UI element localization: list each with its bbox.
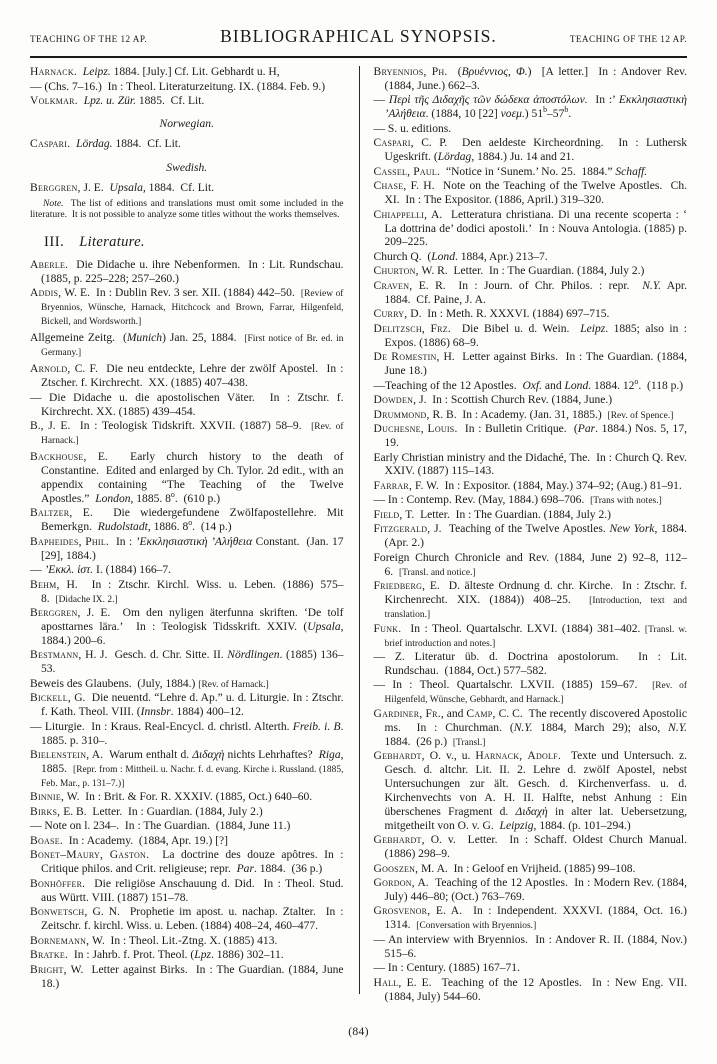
- section-number: III.: [44, 233, 65, 250]
- bibliography-entry: Harnack. Leipz. 1884. [July.] Cf. Lit. Gebhardt u. H,: [30, 66, 280, 78]
- language-subheading: Swedish.: [166, 160, 208, 174]
- bibliography-entry: Grosvenor, E. A. In : Independent. XXXVI. (1884, Oct. 16.) 1314. [Conversation with Bryennios.]: [373, 905, 687, 932]
- bibliography-entry: Berggren, J. E. Om den nyligen äterfunna skriften. ‘De tolf aposttarnes lära.’ In : Teologisk Tidsskrift. XXIV. (Upsala, 1884.) 200–6.: [30, 607, 344, 647]
- bibliography-entry: Duchesne, Louis. In : Bulletin Critique. (Par. 1884.) Nos. 5, 17, 19.: [373, 423, 687, 450]
- bibliography-entry: Caspari, C. P. Den aeldeste Kircheordning. In : Luthersk Ugeskrift. (Lördag, 1884.) Ju. 14 and 21.: [373, 137, 687, 164]
- bibliography-entry: — (Chs. 7–16.) In : Theol. Literaturzeitung. IX. (1884. Feb. 9.): [30, 80, 326, 93]
- bibliography-entry: — In : Contemp. Rev. (May, 1884.) 698–706. [Trans with notes.]: [373, 494, 662, 507]
- bibliography-entry: — Die Didache u. die apostolischen Väter. In : Ztschr. f. Kirchrecht. XX. (1885) 439–454.: [30, 391, 344, 418]
- bibliography-entry: Chiappelli, A. Letteratura christiana. Di una recente scoperta : ‘ La dottrina de’ dodici apostoli.’ In : Nouva Antologia. (1885) p. 209–225.: [373, 208, 687, 249]
- bibliography-entry: Gordon, A. Teaching of the 12 Apostles. In : Modern Rev. (1884, July) 446–80; (Oct.) 763–769.: [373, 877, 687, 903]
- bibliography-entry: Church Q. (Lond. 1884, Apr.) 213–7.: [373, 250, 548, 263]
- header-rule: [30, 56, 687, 58]
- running-head: [30, 26, 687, 50]
- editorial-note: Note. The list of editions and translations must omit some included in the literature. It is not possible to analyze some titles without the works themselves.: [30, 198, 344, 221]
- bibliography-entry: Bratke. In : Jahrb. f. Prot. Theol. (Lpz. 1886) 302–11.: [30, 949, 284, 962]
- bibliography-entry: Field, T. Letter. In : The Guardian. (1884, July 2.): [373, 508, 611, 521]
- bibliography-entry: — Z. Literatur üb. d. Doctrina apostolorum. In : Lit. Rundschau. (1884, Oct.) 577–582.: [373, 651, 687, 677]
- bibliography-entry: Addis, W. E. In : Dublin Rev. 3 ser. XII. (1884) 442–50. [Review of Bryennios, Wünsche, Harnack, Hitchcock and Brown, Farrar, Hilgenfeld, Bickell, and Wordsworth.]: [30, 287, 344, 328]
- bibliography-entry: Gardiner, Fr., and Camp, C. C. The recently discovered Apostolic ms. In : Churchman. (N.Y. 1884, March 29); also, N.Y. 1884. (26 p.) [Transl.]: [373, 707, 687, 748]
- section-heading: [30, 234, 344, 252]
- bibliography-entry: Craven, E. R. In : Journ. of Chr. Philos. : repr. N.Y. Apr. 1884. Cf. Paine, J. A.: [373, 279, 687, 306]
- bibliography-entry: —Teaching of the 12 Apostles. Oxf. and Lond. 1884. 12$^o$. (118 p.): [373, 376, 684, 392]
- bibliography-entry: Bright, W. Letter against Birks. In : The Guardian. (1884, June 18.): [30, 963, 344, 990]
- bibliography-entry: Farrar, F. W. In : Expositor. (1884, May.) 374–92; (Aug.) 81–91.: [373, 479, 682, 492]
- bibliography-entry: Binnie, W. In : Brit. & For. R. XXXIV. (1885, Oct.) 640–60.: [30, 791, 313, 804]
- bibliography-entry: Churton, W. R. Letter. In : The Guardian. (1884, July 2.): [373, 265, 645, 278]
- bibliography-entry: — ’Εκκλ. ἰστ. I. (1884) 166–7.: [30, 564, 172, 577]
- bibliography-entry: Arnold, C. F. Die neu entdeckte, Lehre der zwölf Apostel. In : Ztscher. f. Kirchrecht. XX. (1885) 407–438.: [30, 363, 344, 390]
- left-column: [30, 66, 356, 1006]
- bibliography-entry: B., J. E. In : Teologisk Tidskrift. XXVII. (1887) 58–9. [Rev. of Harnack.]: [30, 420, 344, 447]
- bibliography-entry: Bryennios, Ph. (Βρυέννιος, Φ.) [A letter.] In : Andover Rev. (1884, June.) 662–3.: [373, 66, 687, 92]
- bibliography-entry: — In : Theol. Quartalschr. LXVII. (1885) 159–67. [Rev. of Hilgenfeld, Wünsche, Gebhardt, and Harnack.]: [373, 679, 688, 706]
- bibliography-entry: Bonwetsch, G. N. Prophetie im apost. u. nachap. Ztalter. In : Zeitschr. f. kirchl. Wiss. u. Leben. (1884) 408–24, 460–477.: [30, 906, 344, 933]
- section-title: Literature.: [79, 233, 145, 250]
- bibliography-entry: Allgemeine Zeitg. (Munich) Jan. 25, 1884. [First notice of Br. ed. in Germany.]: [30, 332, 344, 359]
- column-divider-rule: [359, 66, 360, 994]
- bibliography-entry: Caspari. Lördag. 1884. Cf. Lit.: [30, 138, 181, 151]
- bibliography-entry: Bestmann, H. J. Gesch. d. Chr. Sitte. II. Nördlingen. (1885) 136–53.: [30, 649, 344, 676]
- bibliography-entry: Dowden, J. In : Scottish Church Rev. (1884, June.): [373, 394, 613, 407]
- bibliography-entry: — Περὶ τῆς Διδαχῆς τῶν δώδεκα ἀποστόλων. In :’ Εκκλησιαστικὴ ’Αλήθεια. (1884, 10 [22] νοεμ.) 51$^b$–57$^b$.: [373, 94, 687, 121]
- bibliography-entry: Bickell, G. Die neuentd. “Lehre d. Ap.” u. d. Liturgie. In : Ztschr. f. Kath. Theol. VIII. (Innsbr. 1884) 400–12.: [30, 692, 344, 719]
- bibliography-entry: Bonet–Maury, Gaston. La doctrine des douze apôtres. In : Critique philos. and Crit. religieuse; repr. Par. 1884. (36 p.): [30, 849, 344, 876]
- running-head-right: TEACHING OF THE 12 AP.: [569, 34, 687, 44]
- bibliography-entry: Gooszen, M. A. In : Geloof en Vrijheid. (1885) 99–108.: [373, 862, 636, 875]
- bibliography-entry: — In : Century. (1885) 167–71.: [373, 962, 520, 975]
- bibliography-entry: Birks, E. B. Letter. In : Guardian. (1884, July 2.): [30, 805, 263, 818]
- bibliography-entry: — S. u. editions.: [373, 122, 452, 135]
- bibliography-entry: Drummond, R. B. In : Academy. (Jan. 31, 1885.) [Rev. of Spence.]: [373, 408, 674, 421]
- bibliography-entry: — Note on l. 234–. In : The Guardian. (1884, June 11.): [30, 820, 291, 833]
- bibliography-entry: Berggren, J. E. Upsala, 1884. Cf. Lit.: [30, 181, 215, 194]
- bibliography-entry: Gebhardt, O. v. Letter. In : Schaff. Oldest Church Manual. (1886) 298–9.: [373, 834, 687, 861]
- bibliography-entry: Funk. In : Theol. Quartalschr. LXVI. (1884) 381–402. [Transl. w. brief introduction and notes.]: [373, 622, 688, 649]
- bibliography-entry: Curry, D. In : Meth. R. XXXVI. (1884) 697–715.: [373, 308, 610, 321]
- bibliography-entry: Bornemann, W. In : Theol. Lit.-Ztng. X. (1885) 413.: [30, 934, 278, 947]
- bibliography-entry: Friedberg, E. D. älteste Ordnung d. chr. Kirche. In : Ztschr. f. Kirchenrecht. XIX. (1884)) 408–25. [Introduction, text and translation.]: [373, 580, 687, 621]
- bibliography-entry: Boase. In : Academy. (1884, Apr. 19.) [?]: [30, 834, 229, 847]
- page-title: BIBLIOGRAPHICAL SYNOPSIS.: [220, 26, 497, 46]
- bibliography-entry: Gebhardt, O. v., u. Harnack, Adolf. Texte und Untersuch. z. Gesch. d. altchr. Lit. II. 2. Lehre d. zwölf Apostel, nebst Untersuchungen zur ält. Gesch. d. Kirchenverfass. u. d. Kirchenvechts von A. H. II. Halfte, nebst Anhung : Ein überschenes Fragment d. Διδαχὴ in alter lat. Uebersetzung, mitgetheilt von O. v. G. Leipzig, 1884. (p. 101–294.): [373, 750, 688, 832]
- bibliography-entry: Aberle. Die Didache u. ihre Nebenformen. In : Lit. Rundschau. (1885, p. 225–228; 257–260.): [30, 259, 344, 285]
- bibliography-entry: Fitzgerald, J. Teaching of the Twelve Apostles. New York, 1884. (Apr. 2.): [373, 523, 688, 550]
- bibliography-entry: Foreign Church Chronicle and Rev. (1884, June 2) 92–8, 112–6. [Transl. and notice.]: [373, 551, 687, 578]
- bibliography-entry: Bapheides, Phil. In : ’Εκκλησιαστικὴ ’Αλήθεια Constant. (Jan. 17 [29], 1884.): [30, 535, 344, 562]
- right-column: [356, 66, 688, 1006]
- bibliography-entry: Hall, E. E. Teaching of the 12 Apostles. In : New Eng. VII. (1884, July) 544–60.: [373, 976, 687, 1003]
- bibliography-entry: Bielenstein, A. Warum enthalt d. Διδαχὴ nichts Lehrhaftes? Riga, 1885. [Repr. from : Mittheil. u. Nachr. f. d. evang. Kirche i. Russland. (1885, Feb. Mar., p. 131–7.)]: [30, 749, 344, 789]
- bibliography-entry: — Liturgie. In : Kraus. Real-Encycl. d. christl. Alterth. Freib. i. B. 1885. p. 310–.: [30, 720, 344, 747]
- bibliography-entry: Bonhöffer. Die religiöse Anschauung d. Did. In : Theol. Stud. aus Württ. VIII. (1887) 151–78.: [30, 877, 344, 904]
- bibliography-entry: Delitzsch, Frz. Die Bibel u. d. Wein. Leipz. 1885; also in : Expos. (1886) 68–9.: [373, 322, 687, 349]
- bibliography-entry: Early Christian ministry and the Didaché, The. In : Church Q. Rev. XXIV. (1887) 115–143.: [373, 451, 687, 478]
- running-head-left: TEACHING OF THE 12 AP.: [30, 34, 148, 44]
- bibliography-entry: Chase, F. H. Note on the Teaching of the Twelve Apostles. Ch. XI. In : The Expositor. (1886, April.) 319–320.: [373, 180, 687, 207]
- bibliography-entry: — An interview with Bryennios. In : Andover R. II. (1884, Nov.) 515–6.: [373, 933, 687, 960]
- bibliography-entry: Baltzer, E. Die wiedergefundene Zwölfapostellehre. Mit Bemerkgn. Rudolstadt, 1886. 8$^o$. (14 p.): [30, 507, 344, 534]
- bibliography-entry: Cassel, Paul. “Notice in ‘Sunem.’ No. 25. 1884.” Schaff.: [373, 165, 648, 178]
- bibliography-entry: Backhouse, E. Early church history to the death of Constantine. Edited and enlarged by Ch. Tylor. 2d edit., with an appendix containing “The Teaching of the Twelve Apostles.” London, 1885. 8$^o$. (610 p.): [30, 451, 344, 505]
- bibliography-entry: Beweis des Glaubens. (July, 1884.) [Rev. of Harnack.]: [30, 677, 269, 690]
- page-number: (84): [348, 1025, 369, 1038]
- bibliography-entry: Behm, H. In : Ztschr. Kirchl. Wiss. u. Leben. (1886) 575–8. [Didache IX. 2.]: [30, 578, 344, 605]
- language-subheading: Norwegian.: [159, 117, 214, 131]
- bibliography-entry: Volkmar. Lpz. u. Zür. 1885. Cf. Lit.: [30, 95, 205, 107]
- bibliography-entry: De Romestin, H. Letter against Birks. In : The Guardian. (1884, June 18.): [373, 351, 688, 378]
